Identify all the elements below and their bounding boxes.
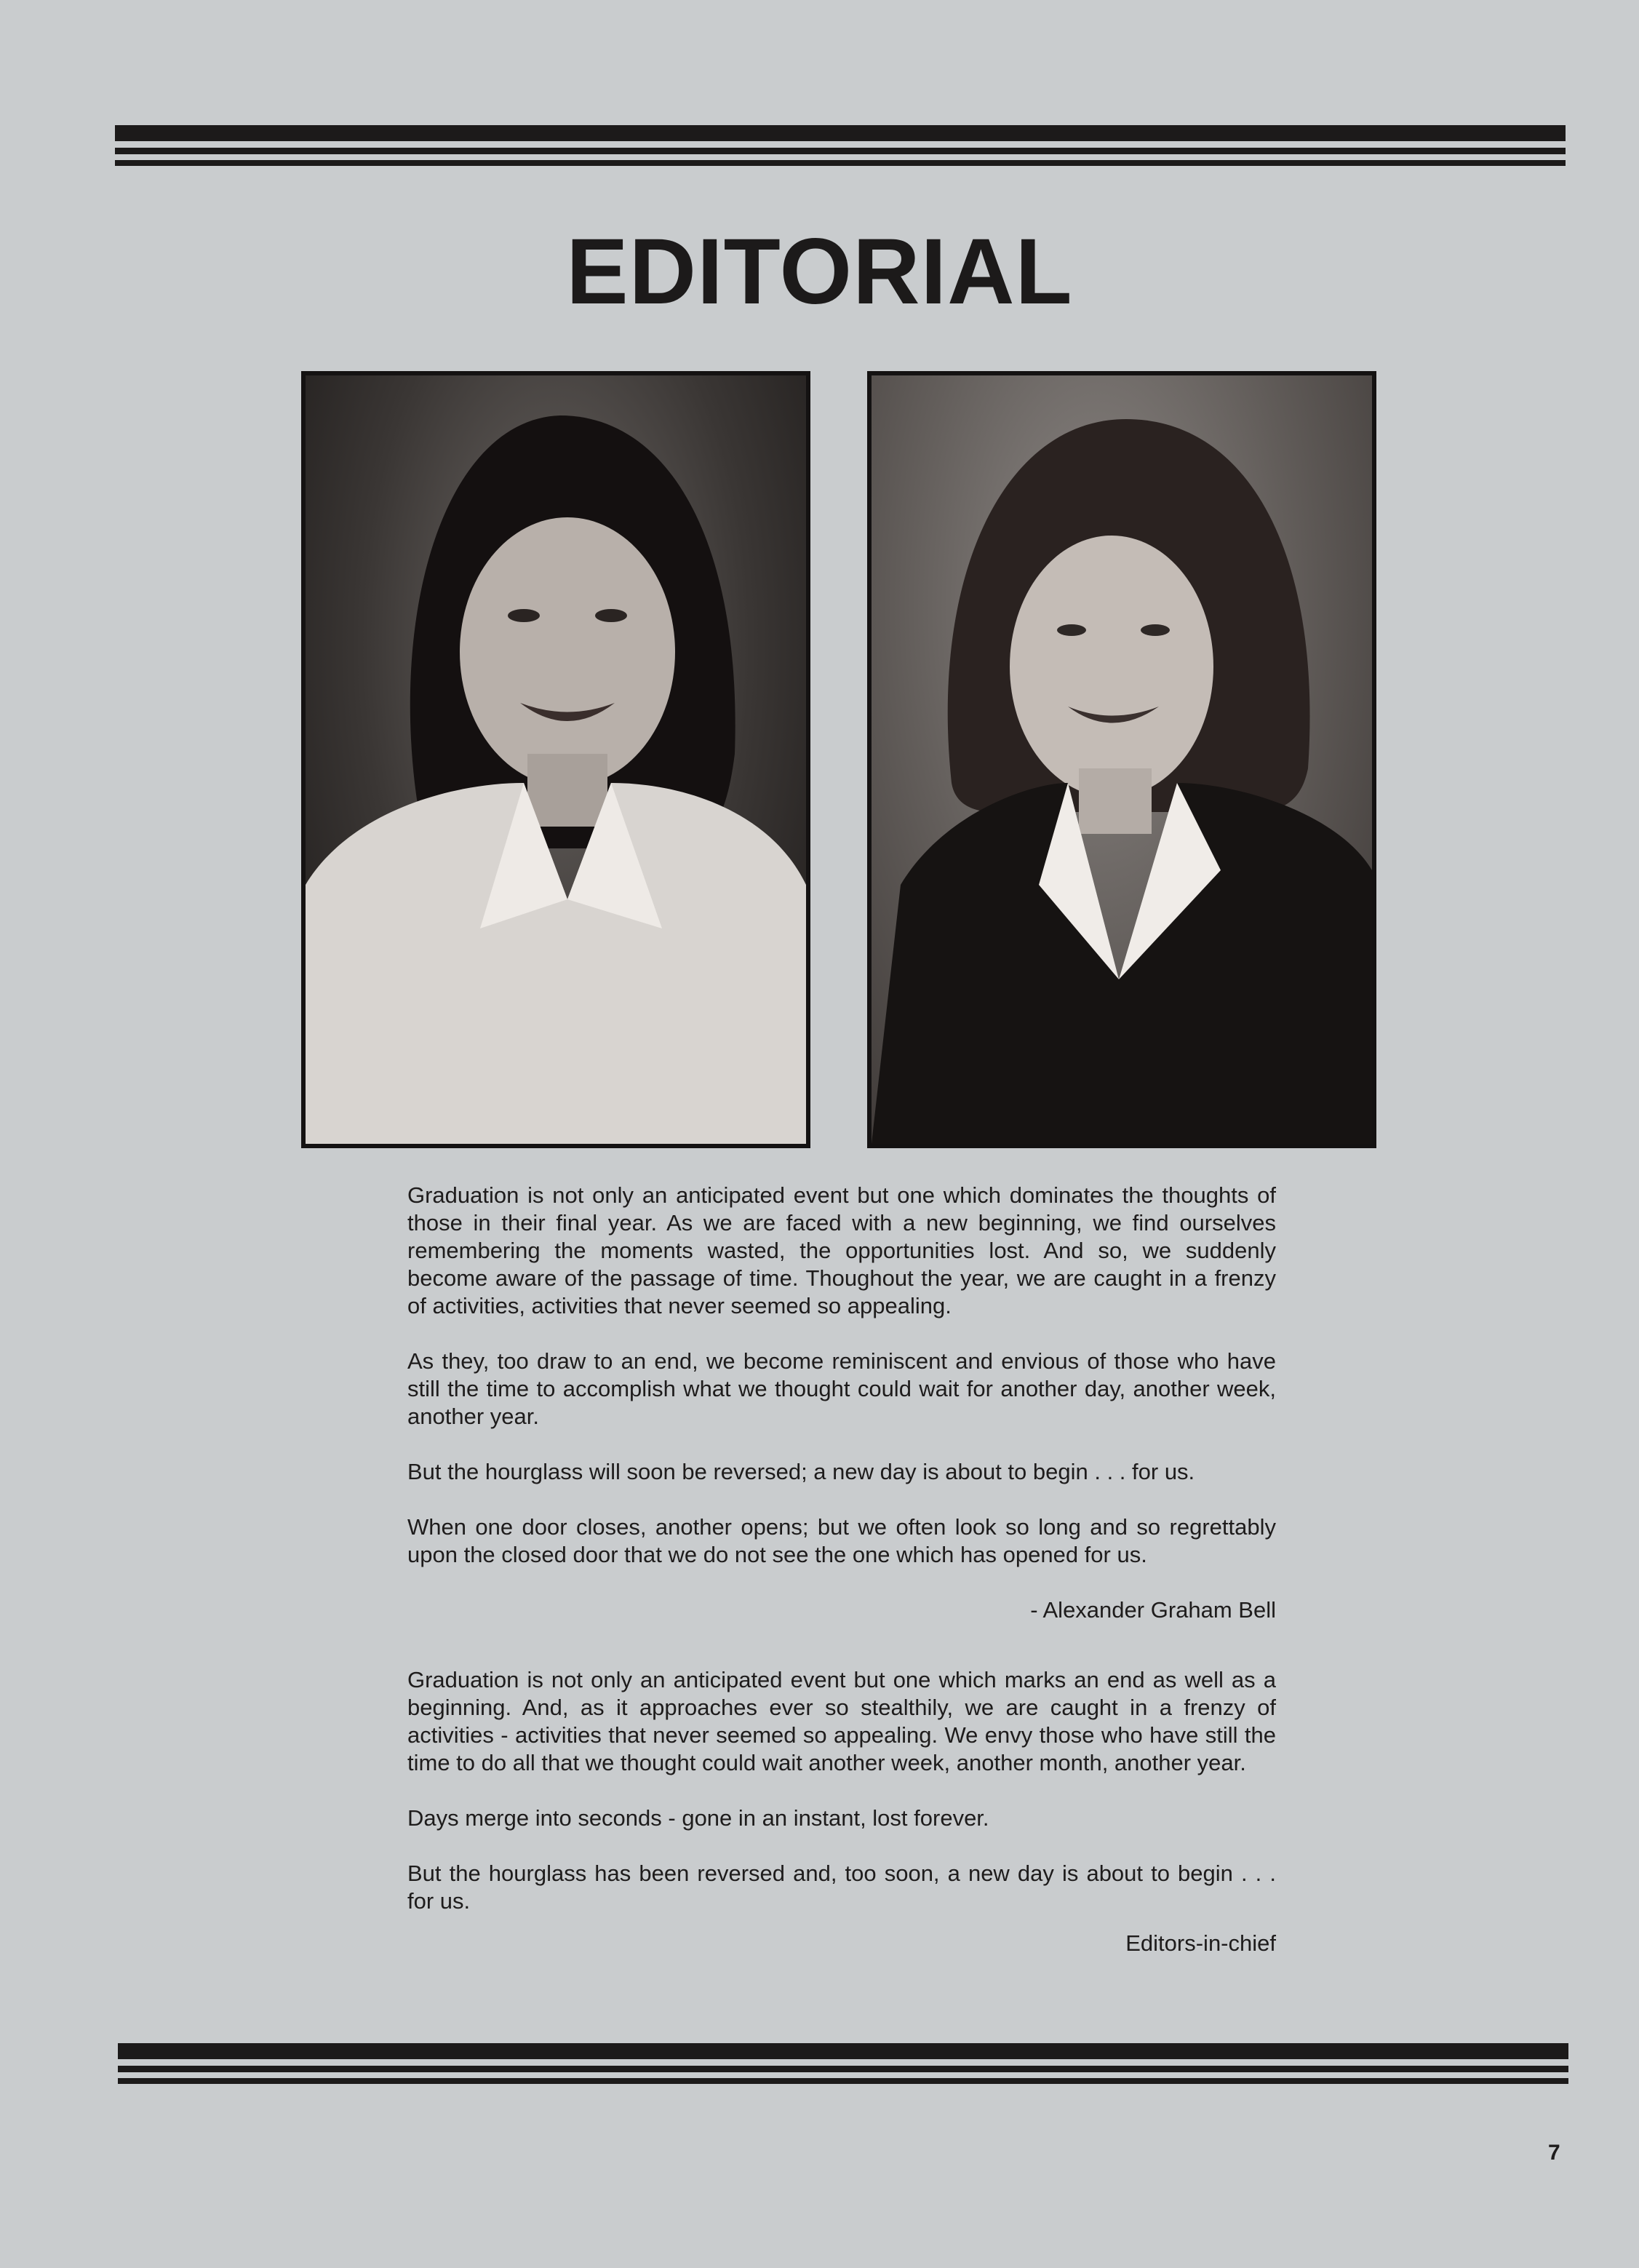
quote-attribution: - Alexander Graham Bell <box>1030 1597 1276 1623</box>
paragraph-b1: Graduation is not only an anticipated event but one which marks an end as well as a beginning. And, as it approaches ever so stealthily, we are caught in a frenzy of activities - activities that never seemed so appealing. We envy those who have still the time to do all that we thought could wait another week, another month, another year. <box>407 1667 1276 1775</box>
portrait-photo-right <box>867 371 1376 1148</box>
paragraph-b2: Days merge into seconds - gone in an instant, lost forever. <box>407 1805 989 1831</box>
top-rule <box>115 125 1566 166</box>
editorial-body <box>407 1182 1276 1985</box>
portrait-photo-left <box>301 371 810 1148</box>
page-number: 7 <box>1548 2141 1560 2165</box>
quote-paragraph: When one door closes, another opens; but we often look so long and so regrettably upon the closed door that we do not see the one which has opened for us. <box>407 1514 1276 1567</box>
paragraph-a3: But the hourglass will soon be reversed; a new day is about to begin . . . for us. <box>407 1459 1195 1484</box>
paragraph-a2: As they, too draw to an end, we become reminiscent and envious of those who have still the time to accomplish what we thought could wait for another day, another week, another year. <box>407 1348 1276 1429</box>
paragraph-a1: Graduation is not only an anticipated event but one which dominates the thoughts of those in their final year. As we are faced with a new beginning, we find ourselves remembering the moments wasted, the opportunities lost. And so, we suddenly become aware of the passage of time. Thoughout the year, we are caught in a frenzy of activities, activities that never seemed so appealing. <box>407 1182 1276 1318</box>
page-title: EDITORIAL <box>566 220 1073 324</box>
bottom-rule <box>118 2043 1568 2084</box>
signature: Editors-in-chief <box>1125 1930 1276 1956</box>
paragraph-b3: But the hourglass has been reversed and, too soon, a new day is about to begin . . . for us. <box>407 1861 1276 1914</box>
